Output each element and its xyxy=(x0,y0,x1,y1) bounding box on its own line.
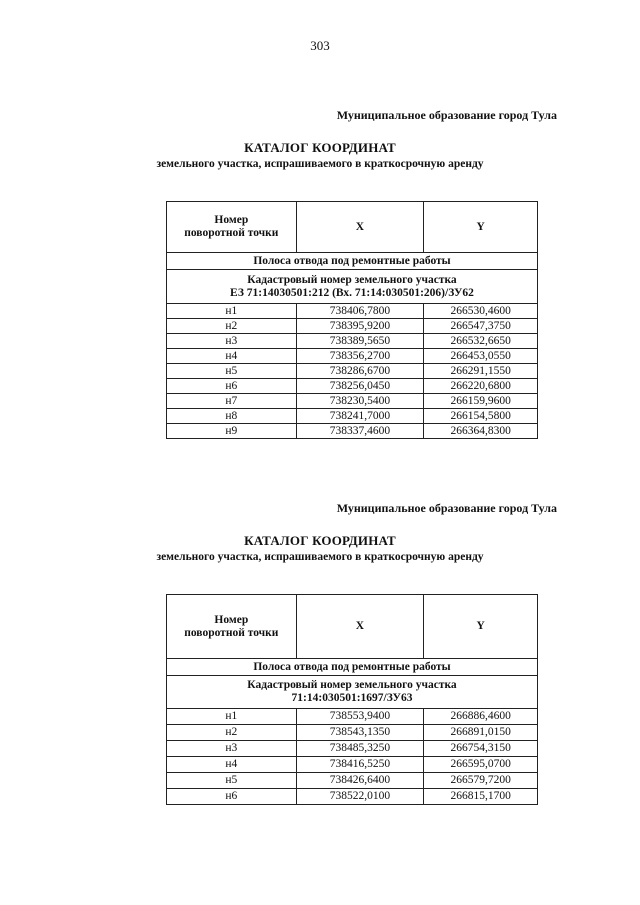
municipality-heading: Муниципальное образование город Тула xyxy=(336,108,557,122)
header-y: Y xyxy=(424,595,538,659)
cadastral-row xyxy=(167,270,538,304)
coordinates-table xyxy=(166,594,538,805)
municipality-heading: Муниципальное образование город Тула xyxy=(336,501,557,515)
table-row: н1 738553,9400 266886,4600 xyxy=(167,709,538,725)
table-row: н2 738543,1350 266891,0150 xyxy=(167,725,538,741)
page-number: 303 xyxy=(310,38,330,53)
catalog-subtitle: земельного участка, испрашиваемого в краткосрочную аренду xyxy=(156,551,484,563)
table-row: н6 738256,0450 266220,6800 xyxy=(167,379,538,394)
table-row: н3 738485,3250 266754,3150 xyxy=(167,741,538,757)
table-row: н8 738241,7000 266154,5800 xyxy=(167,409,538,424)
strip-row xyxy=(167,659,538,676)
header-point-number: Номер поворотной точки xyxy=(167,202,297,253)
table-row: н1 738406,7800 266530,4600 xyxy=(167,304,538,319)
strip-row xyxy=(167,253,538,270)
catalog-subtitle: земельного участка, испрашиваемого в краткосрочную аренду xyxy=(156,158,484,170)
table-row: н7 738230,5400 266159,9600 xyxy=(167,394,538,409)
strip-label: Полоса отвода под ремонтные работы xyxy=(167,253,538,270)
table-row: н5 738426,6400 266579,7200 xyxy=(167,773,538,789)
strip-label: Полоса отвода под ремонтные работы xyxy=(167,659,538,676)
header-y: Y xyxy=(424,202,538,253)
table-row: н4 738416,5250 266595,0700 xyxy=(167,757,538,773)
table-row: н5 738286,6700 266291,1550 xyxy=(167,364,538,379)
header-x: X xyxy=(296,202,424,253)
table-row: н6 738522,0100 266815,1700 xyxy=(167,789,538,805)
table-row: н3 738389,5650 266532,6650 xyxy=(167,334,538,349)
catalog-title: КАТАЛОГ КООРДИНАТ xyxy=(244,533,396,548)
table-header-row xyxy=(167,595,538,659)
header-point-number: Номер поворотной точки xyxy=(167,595,297,659)
cadastral-row xyxy=(167,676,538,709)
cadastral-number: Кадастровый номер земельного участка 71:14:030501:1697/ЗУ63 xyxy=(167,676,538,709)
table-row: н2 738395,9200 266547,3750 xyxy=(167,319,538,334)
coordinates-table xyxy=(166,201,538,439)
cadastral-number: Кадастровый номер земельного участка ЕЗ 71:14030501:212 (Вх. 71:14:030501:206)/ЗУ62 xyxy=(167,270,538,304)
catalog-title: КАТАЛОГ КООРДИНАТ xyxy=(244,140,396,155)
table-row: н9 738337,4600 266364,8300 xyxy=(167,424,538,439)
header-x: X xyxy=(296,595,424,659)
table-row: н4 738356,2700 266453,0550 xyxy=(167,349,538,364)
table-header-row xyxy=(167,202,538,253)
